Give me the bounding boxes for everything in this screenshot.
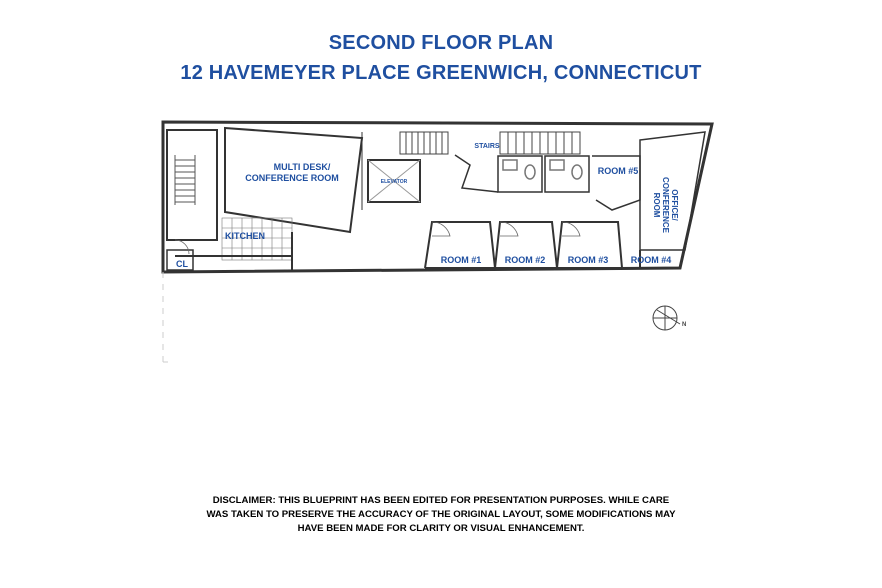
compass-label: N [682, 322, 687, 328]
disclaimer-line-1: DISCLAIMER: THIS BLUEPRINT HAS BEEN EDITED FOR PRESENTATION PURPOSES. WHILE CARE [212, 495, 670, 506]
stairs-label: STAIRS [474, 143, 500, 150]
closet-label: CL [176, 259, 188, 269]
building-outline [163, 122, 712, 272]
disclaimer-line-3: HAVE BEEN MADE FOR CLARITY OR VISUAL ENHANCEMENT. [297, 523, 585, 534]
left-stair-treads [175, 155, 195, 205]
multi-desk-label-1: MULTI DESK/ [273, 162, 331, 172]
disclaimer-line-2: WAS TAKEN TO PRESERVE THE ACCURACY OF THE ORIGINAL LAYOUT, SOME MODIFICATIONS MAY [206, 509, 676, 520]
room1-label: ROOM #1 [440, 255, 482, 265]
plan-address: 12 HAVEMEYER PLACE GREENWICH, CONNECTICUT [180, 62, 702, 84]
room3-label: ROOM #3 [567, 255, 609, 265]
room2-label: ROOM #2 [504, 255, 546, 265]
office-label-1: OFFICE/ [670, 189, 679, 221]
room5-label: ROOM #5 [597, 166, 639, 176]
kitchen-label: KITCHEN [225, 231, 265, 241]
room4-label: ROOM #4 [630, 255, 672, 265]
room5-walls [592, 156, 640, 210]
compass-icon [653, 306, 680, 330]
office-label-2: CONFERENCE [661, 176, 670, 234]
multi-desk-label-2: CONFERENCE ROOM [245, 173, 339, 183]
plan-title: SECOND FLOOR PLAN [328, 32, 554, 54]
office-label-3: ROOM [652, 192, 661, 218]
restrooms [498, 156, 589, 192]
elevator-label: ELEVATOR [380, 179, 408, 185]
disclaimer [180, 494, 702, 536]
